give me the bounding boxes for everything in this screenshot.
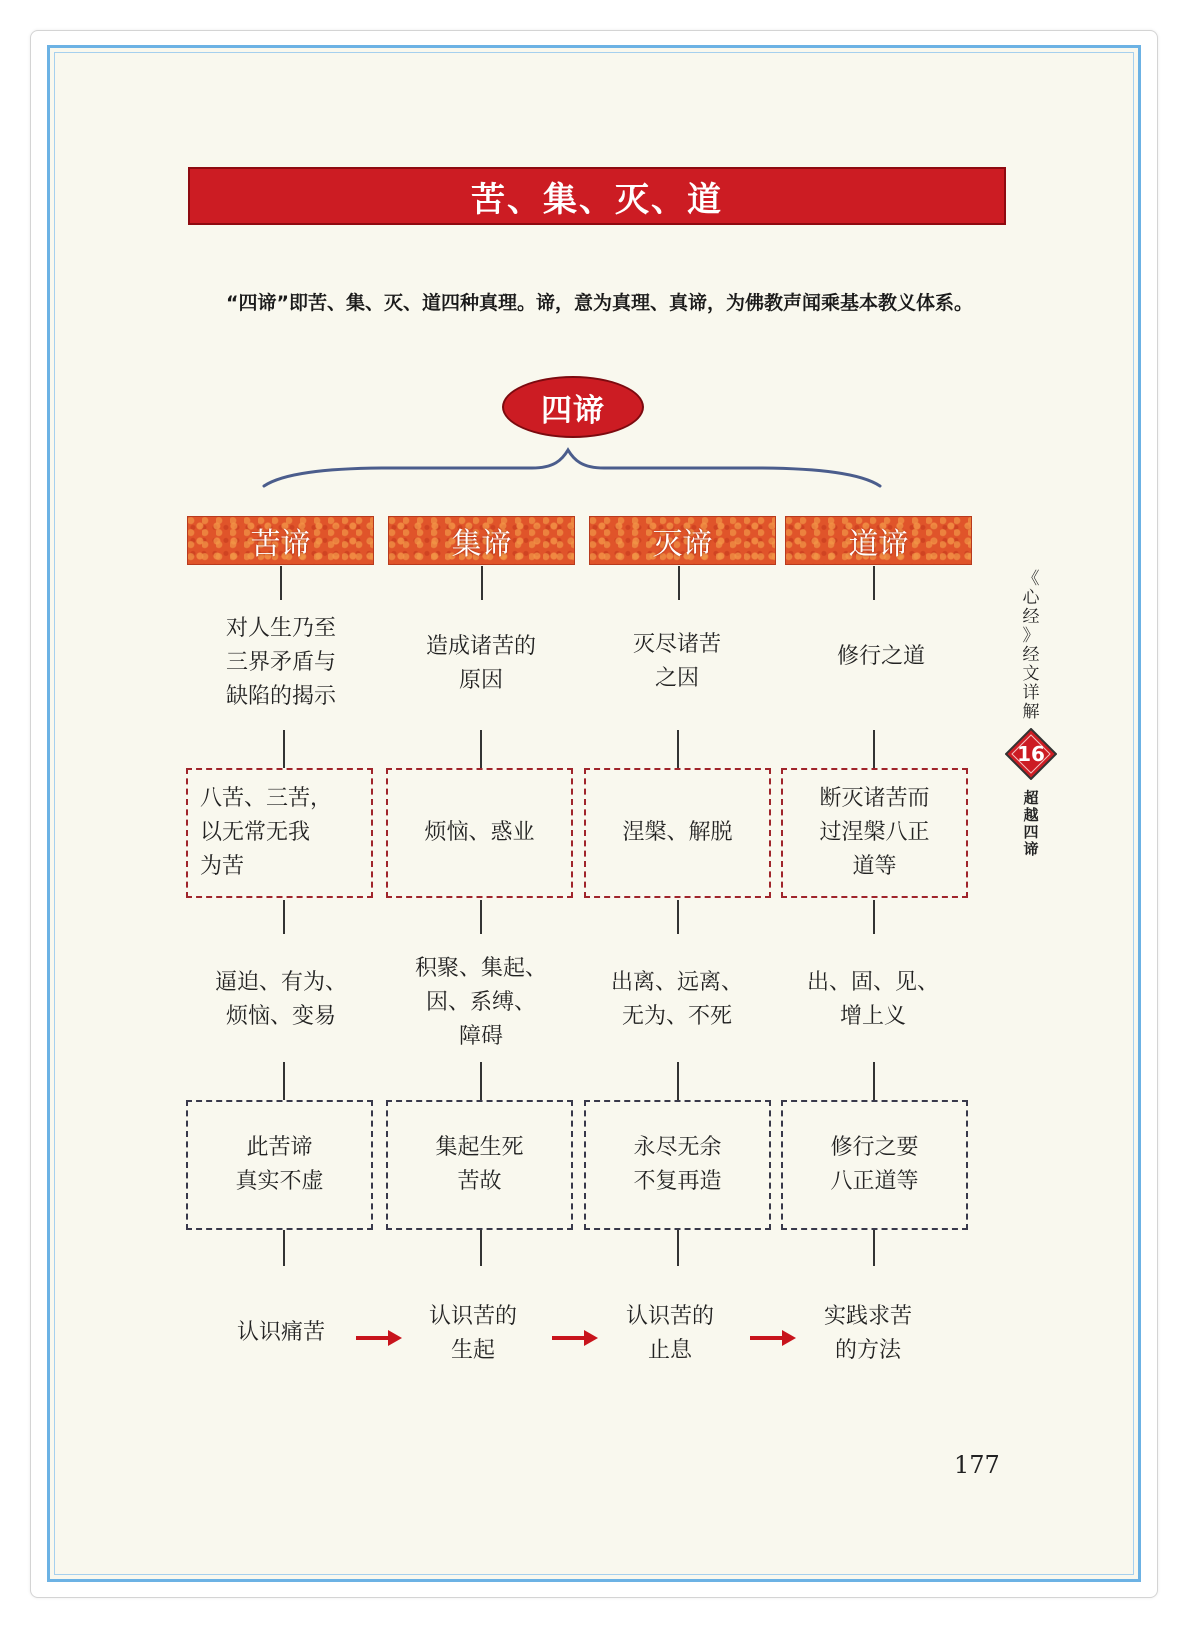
row1-text-origin [386, 630, 576, 698]
row2-text-origin [386, 952, 576, 1054]
connector-line [480, 1230, 482, 1266]
header-cessation-label: 灭谛 [652, 526, 713, 562]
text-line: 出离、远离、 [610, 970, 743, 995]
connector-line [678, 566, 680, 600]
text-line: 永尽无余 [633, 1135, 722, 1160]
header-path [785, 516, 972, 565]
text-line: 修行之道 [836, 644, 925, 669]
side-char: 经 [1022, 607, 1040, 627]
connector-line [873, 1062, 875, 1100]
text-line: 逼迫、有为、 [214, 970, 347, 995]
side-char: 详 [1022, 683, 1040, 703]
side-char: 《 [1022, 569, 1040, 589]
side-char: 经 [1022, 645, 1040, 665]
connector-line [280, 566, 282, 600]
side-char: 文 [1022, 664, 1040, 684]
connector-line [481, 566, 483, 600]
text-line: 以无常无我 [200, 820, 311, 845]
box1-path [781, 768, 968, 898]
side-char: 谛 [1023, 840, 1039, 858]
text-line: 烦恼、惑业 [424, 820, 535, 845]
text-line: 八苦、三苦， [200, 786, 333, 811]
page-number: 177 [954, 1451, 1000, 1479]
bottom-text-suffering [186, 1316, 376, 1350]
side-char: 四 [1023, 823, 1039, 841]
text-line: 三界矛盾与 [225, 650, 336, 675]
text-line: 生起 [450, 1338, 495, 1363]
box2-cessation [584, 1100, 771, 1230]
text-line: 涅槃、解脱 [622, 820, 733, 845]
connector-line [480, 1062, 482, 1100]
text-line: 之因 [654, 666, 699, 691]
chapter-number-badge [1005, 728, 1057, 780]
text-line: 认识痛苦 [236, 1320, 325, 1345]
side-char: 越 [1023, 806, 1039, 824]
side-char: 解 [1022, 702, 1040, 722]
connector-line [283, 1062, 285, 1100]
text-line: 缺陷的揭示 [225, 684, 336, 709]
text-line: 造成诸苦的 [425, 634, 536, 659]
text-line: 出、固、见、 [806, 970, 939, 995]
text-line: 止息 [647, 1338, 692, 1363]
text-line: 集起生死 [435, 1135, 524, 1160]
header-path-label: 道谛 [848, 526, 909, 562]
connector-line [480, 900, 482, 934]
box1-cessation [584, 768, 771, 898]
connector-line [480, 730, 482, 768]
connector-line [283, 1230, 285, 1266]
text-line: 此苦谛 [246, 1135, 313, 1160]
text-line: 烦恼、变易 [225, 1004, 336, 1029]
text-line: 灭尽诸苦 [632, 632, 721, 657]
chapter-title-bar [188, 167, 1006, 225]
side-book-title [1016, 570, 1046, 722]
row2-text-path [778, 966, 968, 1034]
text-line: 为苦 [200, 854, 245, 879]
text-line: 实践求苦 [823, 1304, 912, 1329]
header-origin [388, 516, 575, 565]
text-line: 因、系缚、 [425, 990, 536, 1015]
side-char: 超 [1023, 789, 1039, 807]
text-line: 对人生乃至 [225, 616, 336, 641]
connector-line [677, 730, 679, 768]
box2-origin [386, 1100, 573, 1230]
row2-text-suffering [186, 966, 376, 1034]
row1-text-cessation [582, 628, 772, 696]
text-line: 积聚、集起、 [414, 956, 547, 981]
text-line: 障碍 [458, 1024, 503, 1049]
side-section-title [1016, 790, 1046, 858]
text-line: 道等 [852, 854, 897, 879]
bottom-text-path [773, 1300, 963, 1368]
text-line: 无为、不死 [621, 1004, 732, 1029]
text-line: 认识苦的 [428, 1304, 517, 1329]
text-line: 八正道等 [830, 1169, 919, 1194]
chapter-title: 苦、集、灭、道 [471, 179, 723, 220]
row2-text-cessation [582, 966, 772, 1034]
side-char: 》 [1022, 626, 1040, 646]
connector-line [677, 900, 679, 934]
row1-text-suffering [186, 612, 376, 714]
text-line: 原因 [458, 668, 503, 693]
row1-text-path [786, 640, 976, 674]
bottom-text-origin [378, 1300, 568, 1368]
connector-line [283, 730, 285, 768]
four-truths-oval [502, 376, 644, 438]
text-line: 苦故 [457, 1169, 502, 1194]
connector-line [873, 730, 875, 768]
box1-origin [386, 768, 573, 898]
text-line: 不复再造 [633, 1169, 722, 1194]
connector-line [677, 1230, 679, 1266]
connector-line [873, 900, 875, 934]
side-char: 心 [1022, 588, 1040, 608]
text-line: 修行之要 [830, 1135, 919, 1160]
text-line: 的方法 [834, 1338, 901, 1363]
intro-paragraph: “四谛”即苦、集、灭、道四种真理。谛，意为真理、真谛，为佛教声闻乘基本教义体系。 [226, 292, 973, 314]
text-line: 认识苦的 [625, 1304, 714, 1329]
text-line: 过涅槃八正 [819, 820, 930, 845]
box1-suffering [186, 768, 373, 898]
connector-line [873, 566, 875, 600]
connector-line [283, 900, 285, 934]
box2-path [781, 1100, 968, 1230]
connector-line [677, 1062, 679, 1100]
box2-suffering [186, 1100, 373, 1230]
four-truths-label: 四谛 [541, 392, 605, 429]
text-line: 真实不虚 [235, 1169, 324, 1194]
header-suffering-label: 苦谛 [250, 526, 311, 562]
header-cessation [589, 516, 776, 565]
text-line: 断灭诸苦而 [819, 786, 930, 811]
header-suffering [187, 516, 374, 565]
curly-brace [262, 446, 882, 490]
connector-line [873, 1230, 875, 1266]
text-line: 增上义 [839, 1004, 906, 1029]
chapter-number: 16 [1017, 742, 1045, 766]
bottom-text-cessation [575, 1300, 765, 1368]
header-origin-label: 集谛 [451, 526, 512, 562]
